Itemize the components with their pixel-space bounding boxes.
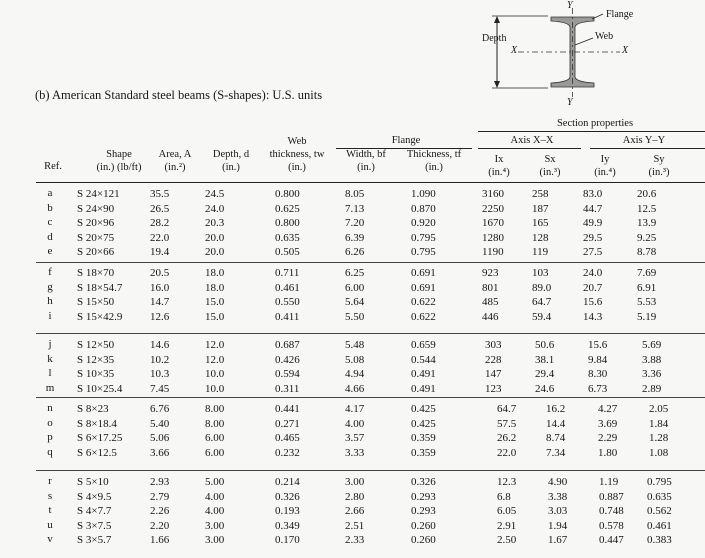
cell-web: 0.411 bbox=[275, 310, 300, 323]
cell-width: 2.66 bbox=[345, 505, 365, 517]
cell-sy: 1.84 bbox=[649, 417, 669, 430]
cell-area: 2.93 bbox=[150, 476, 170, 488]
cell-width: 4.94 bbox=[345, 368, 365, 380]
cell-iy: 15.6 bbox=[588, 339, 608, 351]
cell-area: 28.2 bbox=[150, 217, 170, 229]
flange-label: Flange bbox=[606, 9, 634, 20]
cell-depth: 10.0 bbox=[205, 382, 225, 395]
cell-thick: 0.260 bbox=[411, 534, 436, 546]
cell-iy: 24.0 bbox=[583, 267, 603, 279]
area-header: Area, A (in.²) bbox=[158, 149, 192, 173]
cell-area: 7.45 bbox=[150, 382, 170, 395]
cell-area: 35.5 bbox=[150, 188, 170, 200]
cell-depth: 3.00 bbox=[205, 534, 225, 546]
cell-depth: 12.0 bbox=[205, 339, 225, 351]
cell-web: 0.426 bbox=[275, 353, 300, 366]
cell-shape: S 10×35 bbox=[77, 368, 115, 380]
cell-shape: S 8×18.4 bbox=[77, 417, 117, 430]
cell-thick: 0.491 bbox=[411, 368, 436, 380]
row-ref: r bbox=[48, 475, 52, 487]
cell-sx: 258 bbox=[532, 188, 549, 200]
cell-depth: 4.00 bbox=[205, 505, 225, 517]
cell-thick: 0.795 bbox=[411, 246, 436, 258]
cell-thick: 0.920 bbox=[411, 217, 436, 229]
cell-sx: 50.6 bbox=[535, 339, 555, 351]
cell-area: 20.5 bbox=[150, 267, 170, 279]
cell-width: 3.57 bbox=[345, 432, 365, 444]
cell-area: 10.2 bbox=[150, 353, 170, 366]
cell-width: 6.25 bbox=[345, 267, 365, 279]
cell-area: 14.7 bbox=[150, 296, 170, 308]
cell-shape: S 24×90 bbox=[77, 202, 115, 215]
cell-ix: 2.50 bbox=[497, 534, 517, 546]
web-thickness-header: Web thickness, tw (in.) bbox=[269, 136, 325, 173]
cell-sy: 0.461 bbox=[647, 519, 672, 532]
cell-iy: 83.0 bbox=[583, 188, 603, 200]
axis-xx-heading: Axis X–X bbox=[510, 135, 554, 146]
cell-depth: 20.0 bbox=[205, 246, 225, 258]
cell-web: 0.800 bbox=[275, 217, 300, 229]
cell-sx: 29.4 bbox=[535, 368, 555, 380]
group-separator bbox=[36, 262, 705, 263]
cell-thick: 0.293 bbox=[411, 490, 436, 503]
row-ref: m bbox=[45, 381, 55, 394]
cell-thick: 0.293 bbox=[411, 505, 436, 517]
cell-iy: 0.748 bbox=[599, 505, 624, 517]
x-axis-label-right: X bbox=[622, 45, 629, 56]
cell-thick: 0.622 bbox=[411, 310, 436, 323]
cell-sx: 1.94 bbox=[548, 519, 568, 532]
row-ref: n bbox=[47, 402, 53, 414]
cell-web: 0.193 bbox=[275, 505, 300, 517]
cell-depth: 15.0 bbox=[205, 310, 225, 323]
cell-width: 4.66 bbox=[345, 382, 365, 395]
sy-header: Sy (in.³) bbox=[648, 154, 670, 178]
y-axis-label-bottom: Y bbox=[567, 97, 573, 108]
cell-sy: 12.5 bbox=[637, 202, 657, 215]
cell-ix: 1670 bbox=[482, 217, 504, 229]
cell-web: 0.461 bbox=[275, 281, 300, 294]
row-ref: v bbox=[47, 533, 53, 545]
cell-depth: 20.3 bbox=[205, 217, 225, 229]
iy-header: Iy (in.⁴) bbox=[594, 154, 616, 178]
cell-area: 6.76 bbox=[150, 403, 170, 415]
y-axis-label-top: Y bbox=[567, 0, 573, 11]
cell-shape: S 20×75 bbox=[77, 231, 115, 244]
row-ref: q bbox=[47, 445, 53, 458]
cell-width: 6.39 bbox=[345, 231, 365, 244]
cell-sx: 64.7 bbox=[532, 296, 552, 308]
cell-sx: 24.6 bbox=[535, 382, 555, 395]
cell-depth: 18.0 bbox=[205, 281, 225, 294]
cell-width: 7.13 bbox=[345, 202, 365, 215]
cell-shape: S 15×42.9 bbox=[77, 310, 123, 323]
cell-web: 0.349 bbox=[275, 519, 300, 532]
group-separator bbox=[36, 470, 705, 471]
cell-sy: 3.36 bbox=[642, 368, 662, 380]
cell-sx: 187 bbox=[532, 202, 549, 215]
cell-web: 0.625 bbox=[275, 202, 300, 215]
cell-ix: 446 bbox=[482, 310, 499, 323]
cell-sx: 3.03 bbox=[548, 505, 568, 517]
cell-thick: 0.260 bbox=[411, 519, 436, 532]
cell-iy: 15.6 bbox=[583, 296, 603, 308]
row-ref: a bbox=[47, 187, 53, 199]
cell-ix: 303 bbox=[485, 339, 502, 351]
cell-width: 8.05 bbox=[345, 188, 365, 200]
cell-shape: S 24×121 bbox=[77, 188, 120, 200]
cell-thick: 0.425 bbox=[411, 403, 436, 415]
cell-sy: 0.795 bbox=[647, 476, 672, 488]
cell-shape: S 4×9.5 bbox=[77, 490, 112, 503]
cell-thick: 0.659 bbox=[411, 339, 436, 351]
row-ref: t bbox=[48, 504, 52, 516]
cell-width: 6.00 bbox=[345, 281, 365, 294]
cell-ix: 12.3 bbox=[497, 476, 517, 488]
cell-width: 3.00 bbox=[345, 476, 365, 488]
i-beam-icon bbox=[478, 0, 705, 112]
cell-ix: 22.0 bbox=[497, 446, 517, 459]
cell-area: 14.6 bbox=[150, 339, 170, 351]
cell-area: 2.20 bbox=[150, 519, 170, 532]
cell-depth: 24.5 bbox=[205, 188, 225, 200]
cell-area: 5.06 bbox=[150, 432, 170, 444]
web-label: Web bbox=[595, 31, 614, 42]
cell-sy: 20.6 bbox=[637, 188, 657, 200]
cell-depth: 12.0 bbox=[205, 353, 225, 366]
cell-sx: 14.4 bbox=[546, 417, 566, 430]
cell-area: 10.3 bbox=[150, 368, 170, 380]
cell-iy: 29.5 bbox=[583, 231, 603, 244]
flange-heading: Flange bbox=[391, 135, 421, 146]
cell-iy: 9.84 bbox=[588, 353, 608, 366]
row-ref: s bbox=[47, 489, 53, 502]
cell-web: 0.594 bbox=[275, 368, 300, 380]
cell-sy: 5.53 bbox=[637, 296, 657, 308]
flange-width-header: Width, bf (in.) bbox=[346, 149, 386, 173]
cell-thick: 0.425 bbox=[411, 417, 436, 430]
cell-iy: 44.7 bbox=[583, 202, 603, 215]
cell-width: 4.00 bbox=[345, 417, 365, 430]
cell-sy: 6.91 bbox=[637, 281, 657, 294]
cell-ix: 228 bbox=[485, 353, 502, 366]
row-ref: i bbox=[48, 309, 52, 322]
cell-thick: 0.622 bbox=[411, 296, 436, 308]
row-ref: l bbox=[48, 367, 52, 379]
cell-ix: 2250 bbox=[482, 202, 504, 215]
cell-ix: 2.91 bbox=[497, 519, 517, 532]
cell-iy: 0.578 bbox=[599, 519, 624, 532]
cell-depth: 10.0 bbox=[205, 368, 225, 380]
axis-xx-rule bbox=[478, 148, 581, 149]
beam-diagram bbox=[478, 0, 705, 112]
cell-shape: S 6×12.5 bbox=[77, 446, 117, 459]
cell-depth: 6.00 bbox=[205, 446, 225, 459]
cell-sy: 1.08 bbox=[649, 446, 669, 459]
cell-width: 5.64 bbox=[345, 296, 365, 308]
cell-ix: 485 bbox=[482, 296, 499, 308]
cell-sx: 128 bbox=[532, 231, 549, 244]
cell-ix: 57.5 bbox=[497, 417, 517, 430]
cell-sy: 3.88 bbox=[642, 353, 662, 366]
row-ref: d bbox=[47, 230, 53, 243]
cell-thick: 0.691 bbox=[411, 281, 436, 294]
ix-header: Ix (in.⁴) bbox=[488, 154, 510, 178]
cell-ix: 26.2 bbox=[497, 432, 517, 444]
cell-depth: 20.0 bbox=[205, 231, 225, 244]
cell-sy: 0.562 bbox=[647, 505, 672, 517]
cell-area: 26.5 bbox=[150, 202, 170, 215]
cell-ix: 6.8 bbox=[497, 490, 511, 503]
cell-shape: S 18×70 bbox=[77, 267, 115, 279]
cell-sx: 16.2 bbox=[546, 403, 566, 415]
cell-sy: 2.05 bbox=[649, 403, 669, 415]
cell-area: 3.66 bbox=[150, 446, 170, 459]
cell-iy: 27.5 bbox=[583, 246, 603, 258]
cell-shape: S 15×50 bbox=[77, 296, 115, 308]
cell-iy: 0.887 bbox=[599, 490, 624, 503]
cell-sy: 2.89 bbox=[642, 382, 662, 395]
cell-ix: 64.7 bbox=[497, 403, 517, 415]
cell-shape: S 12×50 bbox=[77, 339, 115, 351]
cell-sx: 89.0 bbox=[532, 281, 552, 294]
cell-iy: 4.27 bbox=[598, 403, 618, 415]
row-ref: u bbox=[47, 518, 53, 531]
cell-iy: 20.7 bbox=[583, 281, 603, 294]
row-ref: h bbox=[47, 295, 53, 307]
cell-sx: 103 bbox=[532, 267, 549, 279]
cell-web: 0.232 bbox=[275, 446, 300, 459]
cell-sy: 7.69 bbox=[637, 267, 657, 279]
cell-sy: 8.78 bbox=[637, 246, 657, 258]
cell-area: 22.0 bbox=[150, 231, 170, 244]
cell-thick: 0.491 bbox=[411, 382, 436, 395]
cell-iy: 6.73 bbox=[588, 382, 608, 395]
axis-yy-rule bbox=[590, 148, 705, 149]
cell-thick: 1.090 bbox=[411, 188, 436, 200]
cell-ix: 6.05 bbox=[497, 505, 517, 517]
cell-width: 7.20 bbox=[345, 217, 365, 229]
cell-iy: 8.30 bbox=[588, 368, 608, 380]
cell-web: 0.214 bbox=[275, 476, 300, 488]
row-ref: p bbox=[47, 431, 53, 443]
cell-shape: S 12×35 bbox=[77, 353, 115, 366]
cell-width: 2.33 bbox=[345, 534, 365, 546]
cell-sx: 8.74 bbox=[546, 432, 566, 444]
cell-sy: 13.9 bbox=[637, 217, 657, 229]
cell-iy: 3.69 bbox=[598, 417, 618, 430]
cell-width: 4.17 bbox=[345, 403, 365, 415]
cell-width: 2.80 bbox=[345, 490, 365, 503]
cell-shape: S 10×25.4 bbox=[77, 382, 123, 395]
row-ref: g bbox=[47, 280, 53, 293]
cell-sy: 1.28 bbox=[649, 432, 669, 444]
cell-thick: 0.870 bbox=[411, 202, 436, 215]
cell-width: 3.33 bbox=[345, 446, 365, 459]
cell-sx: 1.67 bbox=[548, 534, 568, 546]
cell-iy: 1.80 bbox=[598, 446, 618, 459]
cell-width: 5.48 bbox=[345, 339, 365, 351]
cell-depth: 8.00 bbox=[205, 403, 225, 415]
cell-web: 0.800 bbox=[275, 188, 300, 200]
cell-width: 2.51 bbox=[345, 519, 365, 532]
cell-width: 5.08 bbox=[345, 353, 365, 366]
cell-shape: S 6×17.25 bbox=[77, 432, 123, 444]
cell-shape: S 5×10 bbox=[77, 476, 109, 488]
table-caption: (b) American Standard steel beams (S-shapes): U.S. units bbox=[35, 88, 323, 102]
cell-thick: 0.359 bbox=[411, 446, 436, 459]
cell-depth: 18.0 bbox=[205, 267, 225, 279]
cell-sx: 59.4 bbox=[532, 310, 552, 323]
row-ref: j bbox=[48, 338, 52, 350]
cell-iy: 2.29 bbox=[598, 432, 618, 444]
header-bottom-rule bbox=[36, 182, 705, 183]
cell-ix: 147 bbox=[485, 368, 502, 380]
cell-area: 12.6 bbox=[150, 310, 170, 323]
cell-area: 2.26 bbox=[150, 505, 170, 517]
cell-depth: 3.00 bbox=[205, 519, 225, 532]
cell-web: 0.505 bbox=[275, 246, 300, 258]
cell-web: 0.326 bbox=[275, 490, 300, 503]
cell-sy: 9.25 bbox=[637, 231, 657, 244]
cell-depth: 8.00 bbox=[205, 417, 225, 430]
cell-thick: 0.544 bbox=[411, 353, 436, 366]
cell-sx: 119 bbox=[532, 246, 549, 258]
cell-depth: 6.00 bbox=[205, 432, 225, 444]
cell-area: 19.4 bbox=[150, 246, 170, 258]
cell-area: 5.40 bbox=[150, 417, 170, 430]
row-ref: b bbox=[47, 201, 53, 214]
cell-web: 0.271 bbox=[275, 417, 300, 430]
cell-depth: 15.0 bbox=[205, 296, 225, 308]
cell-web: 0.441 bbox=[275, 403, 300, 415]
shape-header: Shape (in.) (lb/ft) bbox=[96, 149, 142, 173]
cell-area: 16.0 bbox=[150, 281, 170, 294]
cell-web: 0.550 bbox=[275, 296, 300, 308]
cell-sx: 4.90 bbox=[548, 476, 568, 488]
row-ref: c bbox=[47, 216, 53, 228]
cell-thick: 0.359 bbox=[411, 432, 436, 444]
cell-depth: 4.00 bbox=[205, 490, 225, 503]
cell-web: 0.711 bbox=[275, 267, 300, 279]
cell-shape: S 20×96 bbox=[77, 217, 115, 229]
cell-web: 0.170 bbox=[275, 534, 300, 546]
section-properties-heading: Section properties bbox=[556, 118, 634, 129]
cell-shape: S 3×7.5 bbox=[77, 519, 112, 532]
cell-shape: S 3×5.7 bbox=[77, 534, 112, 546]
cell-sx: 3.38 bbox=[548, 490, 568, 503]
cell-web: 0.311 bbox=[275, 382, 300, 395]
cell-shape: S 8×23 bbox=[77, 403, 109, 415]
cell-width: 5.50 bbox=[345, 310, 365, 323]
cell-ix: 1280 bbox=[482, 231, 504, 244]
row-ref: e bbox=[47, 245, 53, 257]
cell-area: 2.79 bbox=[150, 490, 170, 503]
cell-iy: 49.9 bbox=[583, 217, 603, 229]
sx-header: Sx (in.³) bbox=[539, 154, 561, 178]
cell-sy: 0.635 bbox=[647, 490, 672, 503]
row-ref: k bbox=[47, 352, 53, 365]
depth-label: Depth bbox=[482, 33, 507, 44]
cell-shape: S 20×66 bbox=[77, 246, 115, 258]
cell-depth: 5.00 bbox=[205, 476, 225, 488]
section-properties-rule bbox=[478, 131, 705, 132]
cell-thick: 0.691 bbox=[411, 267, 436, 279]
cell-iy: 14.3 bbox=[583, 310, 603, 323]
depth-header: Depth, d (in.) bbox=[212, 149, 250, 173]
cell-sx: 38.1 bbox=[535, 353, 555, 366]
row-ref: f bbox=[48, 266, 52, 278]
cell-sx: 7.34 bbox=[546, 446, 566, 459]
cell-sy: 5.69 bbox=[642, 339, 662, 351]
axis-yy-heading: Axis Y–Y bbox=[622, 135, 666, 146]
cell-sy: 0.383 bbox=[647, 534, 672, 546]
cell-iy: 0.447 bbox=[599, 534, 624, 546]
cell-width: 6.26 bbox=[345, 246, 365, 258]
cell-ix: 801 bbox=[482, 281, 499, 294]
cell-shape: S 4×7.7 bbox=[77, 505, 112, 517]
cell-ix: 923 bbox=[482, 267, 499, 279]
x-axis-label-left: X bbox=[511, 45, 518, 56]
ref-header: Ref. bbox=[44, 161, 62, 172]
group-separator bbox=[36, 397, 705, 398]
cell-web: 0.635 bbox=[275, 231, 300, 244]
cell-thick: 0.795 bbox=[411, 231, 436, 244]
cell-shape: S 18×54.7 bbox=[77, 281, 123, 294]
cell-ix: 123 bbox=[485, 382, 502, 395]
cell-sy: 5.19 bbox=[637, 310, 657, 323]
cell-web: 0.465 bbox=[275, 432, 300, 444]
row-ref: o bbox=[47, 416, 53, 429]
cell-depth: 24.0 bbox=[205, 202, 225, 215]
cell-iy: 1.19 bbox=[599, 476, 619, 488]
cell-ix: 3160 bbox=[482, 188, 504, 200]
flange-thickness-header: Thickness, tf (in.) bbox=[406, 149, 462, 173]
cell-ix: 1190 bbox=[482, 246, 504, 258]
cell-web: 0.687 bbox=[275, 339, 300, 351]
group-separator bbox=[36, 333, 705, 334]
cell-thick: 0.326 bbox=[411, 476, 436, 488]
cell-area: 1.66 bbox=[150, 534, 170, 546]
cell-sx: 165 bbox=[532, 217, 549, 229]
